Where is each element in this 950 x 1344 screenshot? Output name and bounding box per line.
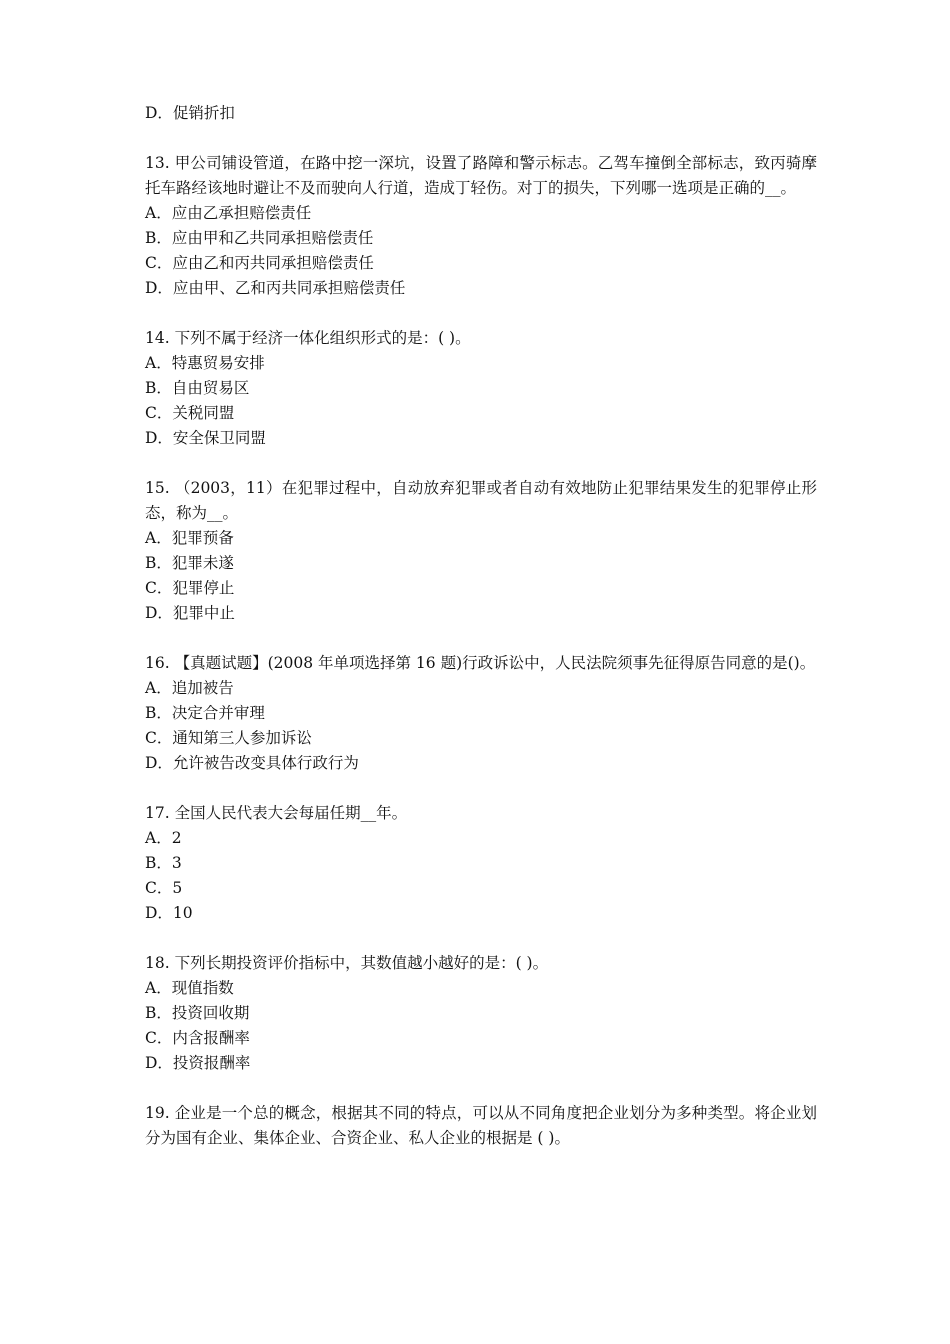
option-line: B．应由甲和乙共同承担赔偿责任 — [145, 229, 374, 247]
question-text: 18. 下列长期投资评价指标中，其数值越小越好的是：( )。 — [145, 954, 549, 972]
carryover-options — [145, 101, 817, 126]
option-line: A．应由乙承担赔偿责任 — [145, 204, 312, 222]
option-line: C．关税同盟 — [145, 404, 235, 422]
option-line: D．允许被告改变具体行政行为 — [145, 754, 359, 772]
question-text: 17. 全国人民代表大会每届任期__年。 — [145, 804, 408, 822]
question-14 — [145, 326, 817, 451]
option-line: A．特惠贸易安排 — [145, 354, 265, 372]
option-line: A．追加被告 — [145, 679, 234, 697]
question-text: 16. 【真题试题】(2008 年单项选择第 16 题)行政诉讼中，人民法院须事先征得原告同意的是()。 — [145, 654, 816, 672]
option-line: C．犯罪停止 — [145, 579, 235, 597]
option-line: D．安全保卫同盟 — [145, 429, 266, 447]
question-17 — [145, 801, 817, 926]
option-line: D．应由甲、乙和丙共同承担赔偿责任 — [145, 279, 406, 297]
question-16 — [145, 651, 817, 776]
option-line: A．犯罪预备 — [145, 529, 234, 547]
option-line: C．内含报酬率 — [145, 1029, 250, 1047]
question-text: 19. 企业是一个总的概念，根据其不同的特点，可以从不同角度把企业划分为多种类型。将企业划分为国有企业、集体企业、合资企业、私人企业的根据是 ( )。 — [145, 1104, 817, 1147]
question-15 — [145, 476, 817, 626]
option-line: D．投资报酬率 — [145, 1054, 251, 1072]
option-line: D．促销折扣 — [145, 104, 235, 122]
question-19 — [145, 1101, 817, 1151]
option-line: A．现值指数 — [145, 979, 234, 997]
option-line: A．2 — [145, 829, 182, 847]
option-line: C．应由乙和丙共同承担赔偿责任 — [145, 254, 374, 272]
question-13 — [145, 151, 817, 301]
question-text: 15. （2003，11）在犯罪过程中，自动放弃犯罪或者自动有效地防止犯罪结果发生的犯罪停止形态，称为__。 — [145, 479, 817, 522]
document-page — [145, 101, 817, 1151]
option-line: C．通知第三人参加诉讼 — [145, 729, 312, 747]
question-text: 13. 甲公司铺设管道，在路中挖一深坑，设置了路障和警示标志。乙驾车撞倒全部标志，致丙骑摩托车路经该地时避让不及而驶向人行道，造成丁轻伤。对丁的损失，下列哪一选项是正确的__。 — [145, 154, 817, 197]
option-line: D．10 — [145, 904, 193, 922]
question-18 — [145, 951, 817, 1076]
question-text: 14. 下列不属于经济一体化组织形式的是：( )。 — [145, 329, 471, 347]
option-line: B．投资回收期 — [145, 1004, 250, 1022]
option-line: D．犯罪中止 — [145, 604, 235, 622]
option-line: B．决定合并审理 — [145, 704, 265, 722]
option-line: B．犯罪未遂 — [145, 554, 234, 572]
option-line: C．5 — [145, 879, 183, 897]
option-line: B．自由贸易区 — [145, 379, 250, 397]
option-line: B．3 — [145, 854, 182, 872]
